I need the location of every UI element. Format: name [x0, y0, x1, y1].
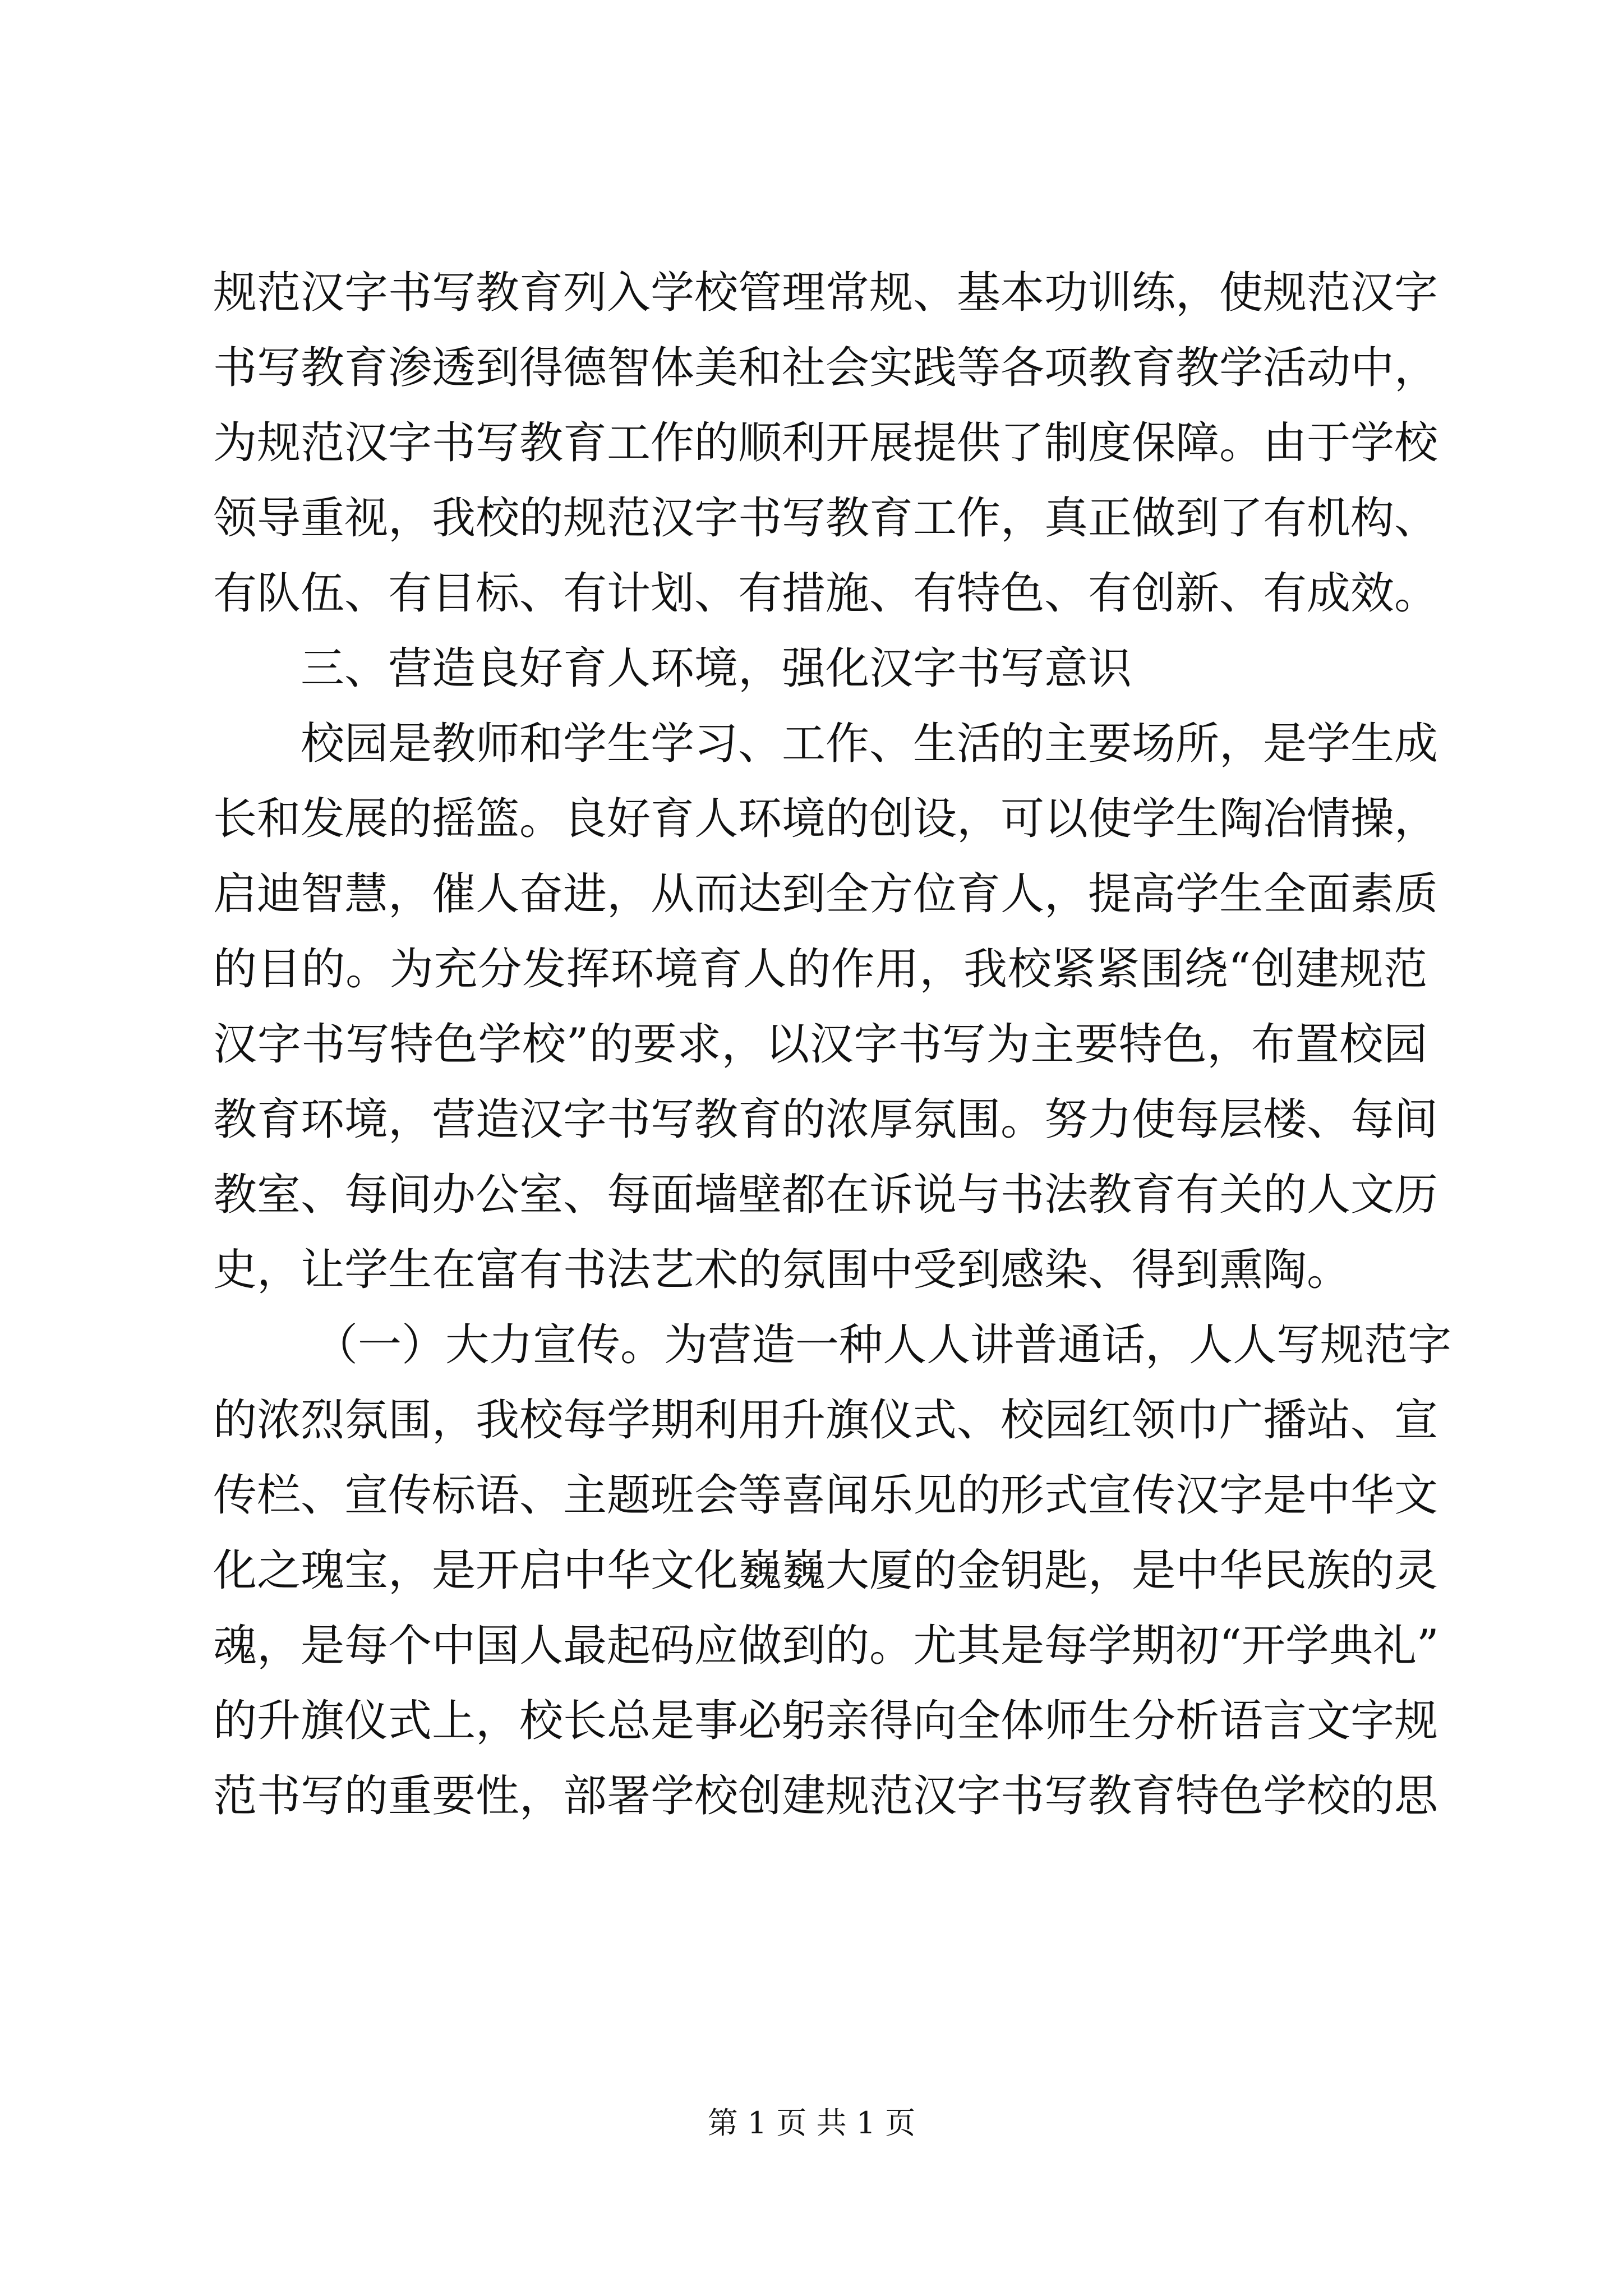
paragraph-line: 的目的。为充分发挥环境育人的作用，我校紧紧围绕“创建规范 — [213, 944, 1427, 995]
paragraph-line: 长和发展的摇篮。良好育人环境的创设，可以使学生陶冶情操， — [213, 794, 1438, 844]
paragraph-line: 启迪智慧，催人奋进，从而达到全方位育人，提高学生全面素质 — [213, 869, 1438, 919]
paragraph-line: 教室、每间办公室、每面墙壁都在诉说与书法教育有关的人文历 — [213, 1170, 1438, 1220]
paragraph-line: 的升旗仪式上，校长总是事必躬亲得向全体师生分析语言文字规 — [213, 1696, 1438, 1746]
paragraph-line: 为规范汉字书写教育工作的顺利开展提供了制度保障。由于学校 — [213, 418, 1438, 468]
paragraph-line: 汉字书写特色学校”的要求，以汉字书写为主要特色，布置校园 — [213, 1019, 1427, 1070]
body-text — [213, 255, 1452, 1834]
paragraph-line: 书写教育渗透到得德智体美和社会实践等各项教育教学活动中， — [213, 343, 1438, 393]
paragraph-line: 校园是教师和学生学习、工作、生活的主要场所，是学生成 — [301, 719, 1438, 769]
paragraph-line: 史，让学生在富有书法艺术的氛围中受到感染、得到熏陶。 — [213, 1245, 1351, 1295]
paragraph-line: 规范汉字书写教育列入学校管理常规、基本功训练，使规范汉字 — [213, 268, 1438, 318]
paragraph-line: 领导重视，我校的规范汉字书写教育工作，真正做到了有机构、 — [213, 493, 1438, 544]
paragraph-line: 有队伍、有目标、有计划、有措施、有特色、有创新、有成效。 — [213, 568, 1438, 619]
paragraph-line: 魂，是每个中国人最起码应做到的。尤其是每学期初“开学典礼” — [213, 1621, 1439, 1671]
paragraph-line: 化之瑰宝，是开启中华文化巍巍大厦的金钥匙，是中华民族的灵 — [213, 1545, 1438, 1596]
paragraph-line: 传栏、宣传标语、主题班会等喜闻乐见的形式宣传汉字是中华文 — [213, 1470, 1438, 1521]
paragraph-line: 教育环境，营造汉字书写教育的浓厚氛围。努力使每层楼、每间 — [213, 1094, 1438, 1145]
subsection-line: （一）大力宣传。为营造一种人人讲普通话，人人写规范字 — [314, 1320, 1452, 1370]
page-footer — [0, 2104, 1623, 2143]
page-number-label: 第 1 页 共 1 页 — [707, 2105, 916, 2141]
paragraph-line: 的浓烈氛围，我校每学期利用升旗仪式、校园红领巾广播站、宣 — [213, 1395, 1438, 1446]
section-heading: 三、营造良好育人环境，强化汉字书写意识 — [301, 643, 1132, 694]
paragraph-line: 范书写的重要性，部署学校创建规范汉字书写教育特色学校的思 — [213, 1771, 1438, 1821]
